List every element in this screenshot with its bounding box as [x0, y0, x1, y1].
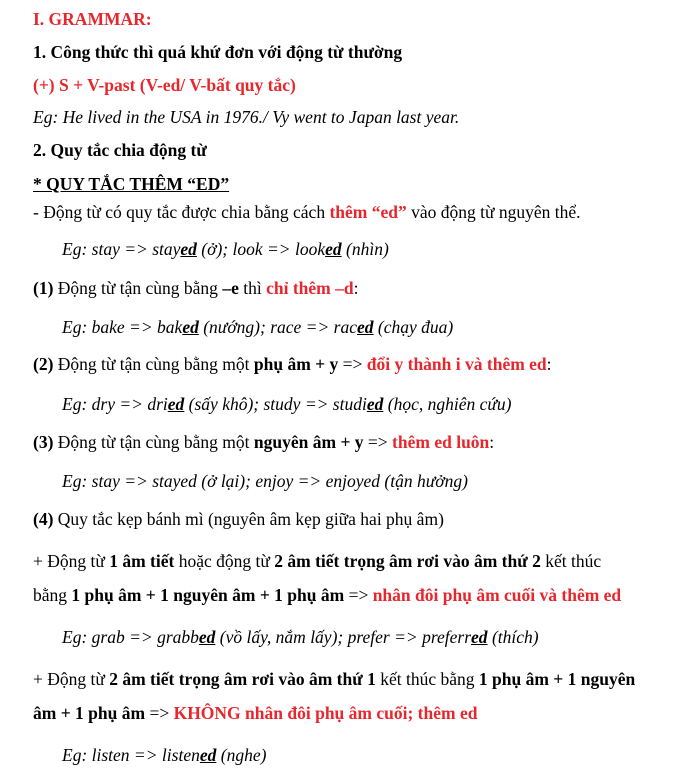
rule-1: (1) Động từ tận cùng bằng –e thì chỉ thêm –d:	[33, 278, 359, 298]
intro-example: Eg: stay => stayed (ở); look => looked (nhìn)	[62, 239, 389, 259]
rule-3-example: Eg: stay => stayed (ở lại); enjoy => enjoyed (tận hưởng)	[62, 471, 468, 491]
formula-example: Eg: He lived in the USA in 1976./ Vy went to Japan last year.	[33, 107, 460, 127]
rule-4-case-2-example: Eg: listen => listened (nghe)	[62, 745, 267, 765]
rule-4-case-2-line-1: + Động từ 2 âm tiết trọng âm rơi vào âm thứ 1 kết thúc bằng 1 phụ âm + 1 nguyên	[33, 669, 636, 689]
past-simple-formula: (+) S + V-past (V-ed/ V-bất quy tắc)	[33, 75, 296, 95]
section-1-title: 1. Công thức thì quá khứ đơn với động từ thường	[33, 42, 403, 62]
rule-4-case-2-line-2: âm + 1 phụ âm => KHÔNG nhân đôi phụ âm cuối; thêm ed	[33, 703, 478, 723]
rule-3: (3) Động từ tận cùng bằng một nguyên âm + y => thêm ed luôn:	[33, 432, 495, 452]
rule-2-example: Eg: dry => dried (sấy khô); study => studied (học, nghiên cứu)	[62, 394, 512, 414]
rule-4: (4) Quy tắc kẹp bánh mì (nguyên âm kẹp giữa hai phụ âm)	[33, 509, 444, 529]
section-2-title: 2. Quy tắc chia động từ	[33, 140, 207, 160]
rule-2: (2) Động từ tận cùng bằng một phụ âm + y => đổi y thành i và thêm ed:	[33, 354, 552, 374]
rule-1-example: Eg: bake => baked (nướng); race => raced (chạy đua)	[62, 317, 454, 337]
section-heading: I. GRAMMAR:	[33, 9, 152, 29]
ed-rule-subtitle: * QUY TẮC THÊM “ED”	[33, 174, 230, 194]
rule-4-case-1-example: Eg: grab => grabbed (vồ lấy, nắm lấy); prefer => preferred (thích)	[62, 627, 539, 647]
rule-4-case-1-line-2: bằng 1 phụ âm + 1 nguyên âm + 1 phụ âm => nhân đôi phụ âm cuối và thêm ed	[33, 585, 622, 605]
rule-4-case-1-line-1: + Động từ 1 âm tiết hoặc động từ 2 âm tiết trọng âm rơi vào âm thứ 2 kết thúc	[33, 551, 602, 571]
intro-line: - Động từ có quy tắc được chia bằng cách thêm “ed” vào động từ nguyên thể.	[33, 202, 581, 222]
